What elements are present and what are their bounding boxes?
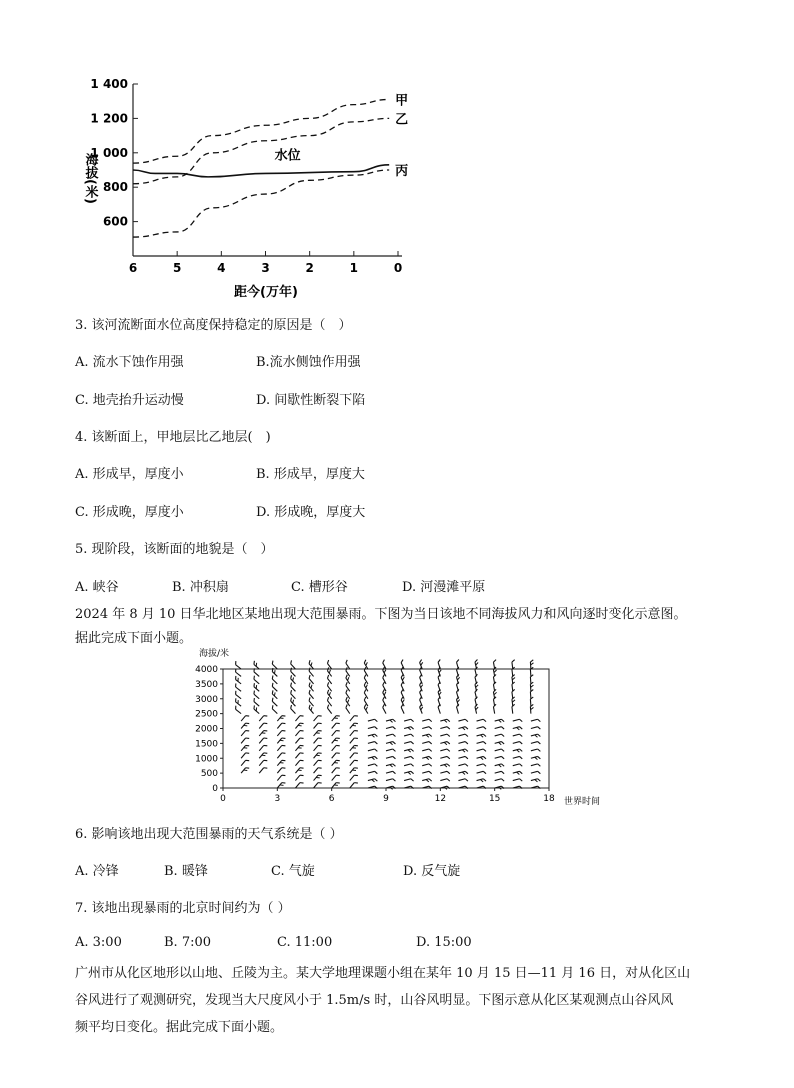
question-7-stem: 7. 该地出现暴雨的北京时间约为（ ） bbox=[75, 901, 291, 916]
x-tick-label: 3 bbox=[274, 794, 281, 804]
wind-barb bbox=[350, 722, 358, 731]
wind-barb bbox=[386, 719, 395, 724]
wind-barb bbox=[422, 734, 431, 739]
question-4-option-c[interactable]: C. 形成晚，厚度小 bbox=[75, 505, 184, 520]
wind-barb bbox=[422, 756, 431, 761]
wind-barb bbox=[259, 751, 267, 760]
wind-barb bbox=[368, 719, 377, 724]
wind-barb bbox=[368, 734, 377, 739]
question-5-option-b[interactable]: B. 冲积扇 bbox=[172, 580, 229, 595]
x-tick-label: 6 bbox=[328, 794, 335, 804]
wind-barb bbox=[440, 763, 449, 768]
wind-barb bbox=[241, 744, 249, 753]
wind-barb bbox=[259, 736, 267, 745]
wind-barb bbox=[314, 774, 322, 783]
wind-barb bbox=[477, 741, 486, 746]
x-tick-label: 2 bbox=[305, 261, 314, 275]
x-tick-label: 9 bbox=[383, 794, 389, 804]
wind-barb bbox=[271, 675, 280, 683]
y-tick-label: 1 400 bbox=[90, 78, 128, 91]
wind-barb bbox=[477, 719, 486, 724]
wind-barb bbox=[363, 682, 370, 691]
question-4-option-b[interactable]: B. 形成早，厚度大 bbox=[256, 467, 365, 482]
wind-barb bbox=[422, 726, 431, 731]
wind-barb bbox=[295, 722, 303, 731]
wind-barb bbox=[332, 722, 340, 731]
wind-barb bbox=[386, 741, 395, 746]
wind-barb bbox=[234, 698, 243, 706]
wind-barb bbox=[259, 766, 267, 775]
wind-barb bbox=[350, 774, 358, 783]
wind-barb bbox=[234, 676, 243, 684]
wind-barb bbox=[277, 774, 285, 783]
wind-barb bbox=[440, 719, 449, 724]
wind-barb bbox=[368, 756, 377, 761]
wind-barb bbox=[345, 690, 353, 699]
wind-barb bbox=[332, 766, 340, 775]
wind-barb bbox=[386, 771, 395, 776]
wind-barb bbox=[495, 741, 504, 746]
wind-barb bbox=[363, 697, 370, 706]
wind-barb bbox=[234, 661, 243, 669]
series-label-甲: 甲 bbox=[395, 93, 409, 109]
wind-barb bbox=[241, 759, 249, 768]
wind-barb bbox=[458, 719, 467, 724]
x-tick-label: 5 bbox=[172, 261, 182, 275]
wind-barb bbox=[295, 736, 303, 745]
wind-barb bbox=[386, 756, 395, 761]
wind-barb bbox=[252, 676, 261, 684]
wind-barb bbox=[350, 744, 358, 753]
wind-barb bbox=[345, 675, 353, 684]
question-5-option-d[interactable]: D. 河漫滩平原 bbox=[402, 580, 486, 595]
wind-barb bbox=[513, 748, 522, 753]
wind-barb bbox=[440, 756, 449, 761]
wind-barb bbox=[350, 729, 358, 738]
question-3-option-b[interactable]: B.流水侧蚀作用强 bbox=[256, 355, 361, 370]
wind-barb bbox=[513, 726, 522, 731]
wind-barb bbox=[495, 763, 504, 768]
wind-barb bbox=[495, 771, 504, 776]
wind-barb bbox=[368, 748, 377, 753]
x-tick-label: 1 bbox=[349, 261, 359, 275]
wind-barb bbox=[252, 698, 261, 706]
question-6-option-a[interactable]: A. 冷锋 bbox=[75, 864, 119, 879]
wind-barb bbox=[386, 748, 395, 753]
x-tick-label: 18 bbox=[543, 794, 555, 804]
wind-barb bbox=[259, 714, 267, 723]
wind-barb bbox=[345, 660, 353, 669]
wind-barb bbox=[332, 714, 340, 723]
wind-barb bbox=[308, 697, 316, 706]
wind-barb bbox=[277, 729, 285, 738]
wind-barb bbox=[332, 781, 340, 790]
wind-barb bbox=[295, 729, 303, 738]
wind-barb bbox=[458, 778, 467, 783]
wind-barb bbox=[326, 705, 334, 714]
wind-barb bbox=[404, 778, 413, 783]
question-3-option-d[interactable]: D. 间歇性断裂下陷 bbox=[256, 393, 366, 408]
wind-barb bbox=[458, 734, 467, 739]
wind-barb bbox=[531, 763, 540, 768]
wind-barb bbox=[458, 741, 467, 746]
wind-barb bbox=[513, 756, 522, 761]
wind-barb bbox=[382, 660, 389, 669]
wind-barb bbox=[259, 729, 267, 738]
wind-barb bbox=[350, 714, 358, 723]
wind-barb bbox=[259, 722, 267, 731]
wind-barb bbox=[277, 722, 285, 731]
wind-barb bbox=[314, 766, 322, 775]
wind-barb bbox=[495, 756, 504, 761]
y-tick-label: 1500 bbox=[195, 739, 218, 750]
y-tick-label: 600 bbox=[102, 214, 128, 229]
wind-barb bbox=[295, 714, 303, 723]
wind-barb bbox=[368, 726, 377, 731]
question-7-option-b[interactable]: B. 7:00 bbox=[164, 935, 212, 950]
wind-barb bbox=[277, 744, 285, 753]
wind-barb bbox=[332, 774, 340, 783]
wind-barb bbox=[440, 771, 449, 776]
wind-barb bbox=[531, 741, 540, 746]
wind-barb bbox=[386, 726, 395, 731]
wind-barb bbox=[295, 751, 303, 760]
question-6-option-d[interactable]: D. 反气旋 bbox=[403, 864, 461, 879]
wind-barb bbox=[252, 705, 261, 713]
wind-barb bbox=[326, 690, 334, 699]
wind-barb bbox=[531, 726, 540, 731]
wind-barb bbox=[440, 741, 449, 746]
question-4-option-d[interactable]: D. 形成晚，厚度大 bbox=[256, 505, 366, 520]
wind-barb bbox=[513, 763, 522, 768]
question-6-stem: 6. 影响该地出现大范围暴雨的天气系统是（ ） bbox=[75, 827, 343, 842]
wind-barb bbox=[271, 705, 280, 713]
wind-barb bbox=[289, 690, 297, 699]
wind-barb bbox=[241, 736, 249, 745]
wind-barb bbox=[289, 660, 297, 669]
wind-barb bbox=[531, 778, 540, 783]
wind-barb bbox=[477, 763, 486, 768]
y-tick-label: 1 200 bbox=[90, 111, 128, 126]
wind-barb bbox=[252, 661, 261, 669]
wind-barb bbox=[326, 682, 334, 691]
wind-barb bbox=[332, 736, 340, 745]
wind-barb bbox=[400, 660, 407, 669]
wind-barb bbox=[234, 706, 243, 714]
wind-barb bbox=[241, 722, 249, 731]
wind-barb bbox=[234, 669, 243, 677]
wind-barb bbox=[314, 744, 322, 753]
wind-barb bbox=[513, 771, 522, 776]
x-tick-label: 3 bbox=[261, 261, 270, 275]
wind-barb bbox=[308, 705, 316, 714]
wind-barb bbox=[326, 675, 334, 684]
question-3-stem: 3. 该河流断面水位高度保持稳定的原因是（ ） bbox=[75, 318, 352, 333]
wind-barb bbox=[363, 660, 370, 669]
wind-barb bbox=[404, 756, 413, 761]
section-intro-valley-wind-line-3: 频平均日变化。据此完成下面小题。 bbox=[75, 1020, 284, 1035]
series-line-丙 bbox=[133, 170, 389, 237]
wind-barb bbox=[386, 763, 395, 768]
question-3-option-c[interactable]: C. 地壳抬升运动慢 bbox=[75, 393, 184, 408]
wind-barb bbox=[477, 756, 486, 761]
y-tick-label: 500 bbox=[200, 769, 218, 780]
wind-barb bbox=[289, 705, 297, 714]
question-3-option-a[interactable]: A. 流水下蚀作用强 bbox=[75, 355, 184, 370]
x-axis-label: 距今(万年) bbox=[234, 285, 298, 300]
wind-barb bbox=[289, 675, 297, 684]
wind-barb bbox=[363, 675, 370, 684]
section-intro-valley-wind-line-1: 广州市从化区地形以山地、丘陵为主。某大学地理课题小组在某年 10 月 15 日—11 月 16 日，对从化区山 bbox=[75, 966, 691, 981]
wind-barb bbox=[422, 719, 431, 724]
wind-barb bbox=[440, 734, 449, 739]
wind-barb bbox=[437, 660, 443, 669]
series-label-乙: 乙 bbox=[395, 112, 409, 128]
wind-barb bbox=[277, 751, 285, 760]
wind-barb bbox=[314, 714, 322, 723]
wind-barb bbox=[308, 682, 316, 691]
wind-barb bbox=[458, 726, 467, 731]
question-7-option-c[interactable]: C. 11:00 bbox=[277, 935, 333, 950]
wind-barb bbox=[531, 719, 540, 724]
wind-barb bbox=[277, 759, 285, 768]
question-5-option-c[interactable]: C. 槽形谷 bbox=[291, 580, 348, 595]
x-tick-label: 0 bbox=[393, 261, 403, 275]
wind-barb bbox=[475, 704, 480, 713]
wind-barb bbox=[422, 771, 431, 776]
wind-barb bbox=[271, 683, 280, 691]
wind-barb bbox=[314, 759, 322, 768]
wind-barb bbox=[368, 763, 377, 768]
wind-barb bbox=[404, 748, 413, 753]
wind-barb bbox=[495, 778, 504, 783]
wind-barb bbox=[241, 729, 249, 738]
y-axis-label: 海拔(米) bbox=[82, 153, 98, 204]
wind-barb bbox=[495, 734, 504, 739]
wind-barb bbox=[314, 781, 322, 790]
wind-barb bbox=[531, 756, 540, 761]
y-tick-label: 1 000 bbox=[90, 145, 128, 160]
x-axis-label: 世界时间 bbox=[564, 797, 601, 807]
series-label-丙: 丙 bbox=[395, 164, 409, 179]
wind-barb bbox=[308, 675, 316, 684]
wind-barb bbox=[477, 748, 486, 753]
y-tick-label: 2500 bbox=[195, 709, 218, 720]
wind-barb bbox=[404, 719, 413, 724]
wind-barb bbox=[295, 781, 303, 790]
wind-barb bbox=[326, 660, 334, 669]
wind-barb bbox=[422, 748, 431, 753]
wind-barb bbox=[477, 778, 486, 783]
wind-barb bbox=[422, 778, 431, 783]
wind-barb bbox=[345, 682, 353, 691]
wind-barb bbox=[363, 704, 370, 713]
y-tick-label: 3500 bbox=[195, 679, 218, 690]
wind-barb bbox=[458, 756, 467, 761]
wind-barb bbox=[289, 683, 297, 692]
y-tick-label: 2000 bbox=[195, 724, 218, 735]
wind-barb bbox=[308, 690, 316, 699]
wind-barb bbox=[422, 741, 431, 746]
wind-barb bbox=[241, 714, 249, 723]
wind-barb-chart bbox=[193, 647, 613, 812]
wind-barb bbox=[295, 744, 303, 753]
x-tick-label: 6 bbox=[128, 261, 138, 275]
wind-barb bbox=[513, 719, 522, 724]
wind-barb bbox=[531, 748, 540, 753]
wind-barb bbox=[513, 741, 522, 746]
wind-barb bbox=[308, 660, 316, 669]
wind-barb bbox=[477, 734, 486, 739]
question-7-option-d[interactable]: D. 15:00 bbox=[416, 935, 472, 950]
wind-barb bbox=[345, 697, 353, 706]
wind-barb bbox=[332, 744, 340, 753]
wind-barb bbox=[531, 734, 540, 739]
wind-barb bbox=[404, 741, 413, 746]
wind-barb bbox=[458, 771, 467, 776]
wind-barb bbox=[277, 766, 285, 775]
wind-barb bbox=[404, 734, 413, 739]
y-tick-label: 800 bbox=[102, 180, 128, 195]
wind-barb bbox=[295, 759, 303, 768]
wind-barb bbox=[495, 748, 504, 753]
wind-barb bbox=[277, 781, 285, 790]
wind-barb bbox=[241, 751, 249, 760]
wind-barb bbox=[368, 741, 377, 746]
wind-barb bbox=[234, 683, 243, 691]
question-4-option-a[interactable]: A. 形成早，厚度小 bbox=[75, 467, 184, 482]
wind-barb bbox=[513, 734, 522, 739]
section-intro-rainstorm-line-1: 2024 年 8 月 10 日华北地区某地出现大范围暴雨。下图为当日该地不同海拔风力和风向逐时变化示意图。 bbox=[75, 607, 687, 622]
question-4-stem: 4. 该断面上，甲地层比乙地层( ) bbox=[75, 430, 271, 445]
x-tick-label: 12 bbox=[434, 794, 447, 804]
wind-barb bbox=[477, 726, 486, 731]
wind-barb bbox=[350, 736, 358, 745]
y-tick-label: 1000 bbox=[195, 754, 218, 765]
wind-barb bbox=[404, 726, 413, 731]
wind-barb bbox=[314, 736, 322, 745]
wind-barb bbox=[277, 714, 285, 723]
wind-barb bbox=[368, 778, 377, 783]
wind-barb bbox=[271, 661, 280, 669]
wind-barb bbox=[350, 759, 358, 768]
wind-barb bbox=[513, 778, 522, 783]
wind-barb bbox=[271, 690, 280, 698]
wind-barb bbox=[386, 734, 395, 739]
x-tick-label: 15 bbox=[488, 794, 501, 804]
section-intro-rainstorm-line-2: 据此完成下面小题。 bbox=[75, 631, 193, 646]
wind-barb bbox=[332, 751, 340, 760]
wind-barb bbox=[350, 781, 358, 790]
wind-barb bbox=[477, 771, 486, 776]
y-tick-label: 3000 bbox=[195, 694, 218, 705]
wind-barb bbox=[458, 763, 467, 768]
question-5-option-a[interactable]: A. 峡谷 bbox=[75, 580, 119, 595]
wind-barb bbox=[314, 751, 322, 760]
wind-barb bbox=[252, 691, 261, 699]
wind-barb bbox=[234, 691, 243, 699]
wind-barb bbox=[422, 763, 431, 768]
wind-barb bbox=[386, 778, 395, 783]
wind-barb bbox=[326, 697, 334, 706]
wind-barb bbox=[350, 751, 358, 760]
wind-barb bbox=[495, 726, 504, 731]
question-7-option-a[interactable]: A. 3:00 bbox=[75, 935, 122, 950]
wind-barb bbox=[440, 778, 449, 783]
wind-barb bbox=[259, 744, 267, 753]
y-tick-label: 0 bbox=[212, 784, 218, 794]
wind-barb bbox=[259, 759, 267, 768]
wind-barb bbox=[295, 774, 303, 783]
series-line-甲 bbox=[133, 99, 389, 163]
question-6-option-c[interactable]: C. 气旋 bbox=[271, 864, 315, 879]
wind-barb bbox=[314, 729, 322, 738]
wind-barb bbox=[495, 719, 504, 724]
section-intro-valley-wind-line-2: 谷风进行了观测研究，发现当大尺度风小于 1.5m/s 时，山谷风明显。下图示意从化区某观测点山谷风风 bbox=[75, 993, 674, 1008]
wind-barb bbox=[277, 736, 285, 745]
wind-barb bbox=[419, 660, 425, 669]
wind-barb bbox=[345, 704, 353, 713]
stratum-elevation-chart bbox=[78, 78, 428, 303]
wind-barb bbox=[332, 729, 340, 738]
wind-barb bbox=[404, 763, 413, 768]
wind-barb bbox=[368, 771, 377, 776]
question-5-stem: 5. 现阶段，该断面的地貌是（ ） bbox=[75, 542, 274, 557]
wind-barb bbox=[314, 722, 322, 731]
wind-barb bbox=[350, 766, 358, 775]
wind-barb bbox=[241, 766, 249, 775]
wind-barb bbox=[531, 771, 540, 776]
x-tick-label: 4 bbox=[217, 261, 226, 275]
wind-barb bbox=[252, 683, 261, 691]
wind-barb bbox=[363, 689, 370, 698]
y-axis-label: 海拔/米 bbox=[199, 649, 230, 659]
wind-barb bbox=[458, 748, 467, 753]
wind-barb bbox=[295, 766, 303, 775]
wind-barb bbox=[440, 748, 449, 753]
y-tick-label: 4000 bbox=[195, 665, 218, 675]
x-tick-label: 0 bbox=[220, 794, 226, 804]
wind-barb bbox=[271, 698, 280, 706]
wind-barb bbox=[440, 726, 449, 731]
wind-barb bbox=[289, 698, 297, 707]
question-6-option-b[interactable]: B. 暖锋 bbox=[164, 864, 208, 879]
wind-barb bbox=[404, 771, 413, 776]
wind-barb bbox=[332, 759, 340, 768]
series-label-水位: 水位 bbox=[274, 148, 301, 164]
wind-barb bbox=[493, 704, 498, 713]
